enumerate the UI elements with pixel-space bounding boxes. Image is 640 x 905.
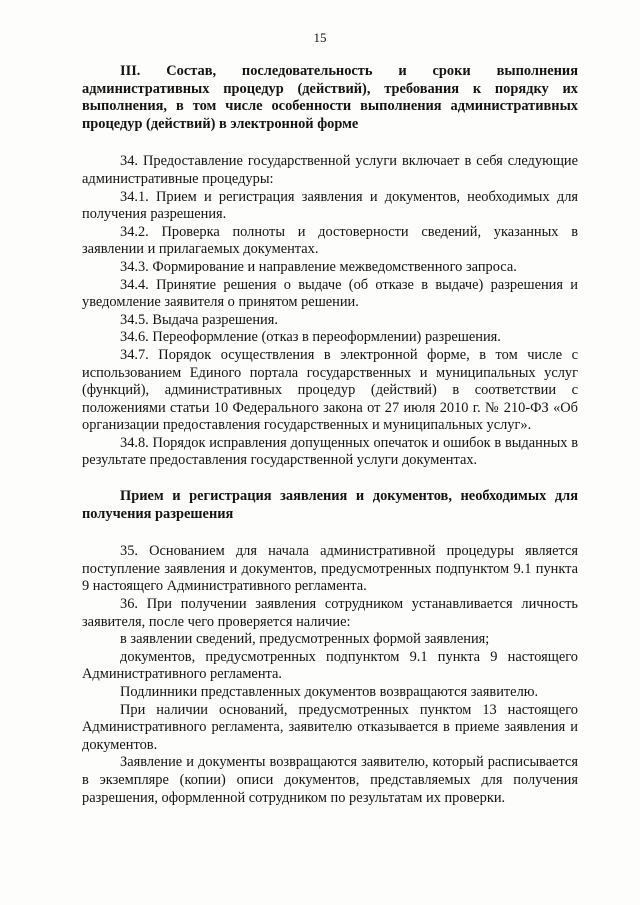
- paragraph: 34.4. Принятие решения о выдаче (об отказе в выдаче) разрешения и уведомление заявителя о принятом решении.: [82, 276, 578, 311]
- paragraph: 34.5. Выдача разрешения.: [120, 311, 278, 328]
- paragraph: 34.1. Прием и регистрация заявления и документов, необходимых для получения разрешения.: [82, 188, 578, 223]
- paragraph: 34. Предоставление государственной услуги включает в себя следующие административные процедуры:: [82, 153, 578, 187]
- paragraph: 34.6. Переоформление (отказ в переоформлении) разрешения.: [120, 329, 501, 346]
- subsection-heading: Прием и регистрация заявления и документов, необходимых для получения разрешения: [82, 488, 578, 522]
- paragraph: Подлинники представленных документов возвращаются заявителю.: [120, 684, 539, 700]
- reception-procedure: [82, 543, 578, 807]
- document-body: [82, 63, 578, 807]
- paragraph: При наличии оснований, предусмотренных пунктом 13 настоящего Административного регламента, заявителю отказывается в приеме заявления и документов.: [82, 701, 578, 753]
- procedures-list: [82, 153, 578, 470]
- paragraph: в заявлении сведений, предусмотренных формой заявления;: [120, 631, 490, 648]
- page-number: 15: [313, 30, 327, 45]
- paragraph: 36. При получении заявления сотрудником устанавливается личность заявителя, после чего проверяется наличие:: [82, 596, 578, 630]
- paragraph: 34.7. Порядок осуществления в электронной форме, в том числе с использованием Единого портала государственных и муниципальных услуг (функций), административных процедур (действий) в соответствии с положениями статьи 10 Федерального закона от 27 июля 2010 г. № 210-ФЗ «Об организации предоставления государственных и муниципальных услуг».: [82, 346, 578, 434]
- paragraph: 35. Основанием для начала административной процедуры является поступление заявления и документов, предусмотренных подпунктом 9.1 пункта 9 настоящего Административного регламента.: [82, 543, 578, 595]
- paragraph: 34.8. Порядок исправления допущенных опечаток и ошибок в выданных в результате предоставления государственной услуги документах.: [82, 434, 578, 469]
- section-heading: III. Состав, последовательность и сроки выполнения административных процедур (действий), требования к порядку их выполнения, в том числе особенности выполнения административных процедур (действий) в электронной форме: [82, 63, 578, 132]
- paragraph: 34.3. Формирование и направление межведомственного запроса.: [120, 258, 517, 275]
- paragraph: документов, предусмотренных подпунктом 9.1 пункта 9 настоящего Административного регламента.: [82, 648, 578, 683]
- paragraph: 34.2. Проверка полноты и достоверности сведений, указанных в заявлении и прилагаемых документах.: [82, 223, 578, 258]
- paragraph: Заявление и документы возвращаются заявителю, который расписывается в экземпляре (копии) описи документов, представляемых для получения разрешения, оформленной сотрудником по результатам их проверки.: [82, 754, 578, 806]
